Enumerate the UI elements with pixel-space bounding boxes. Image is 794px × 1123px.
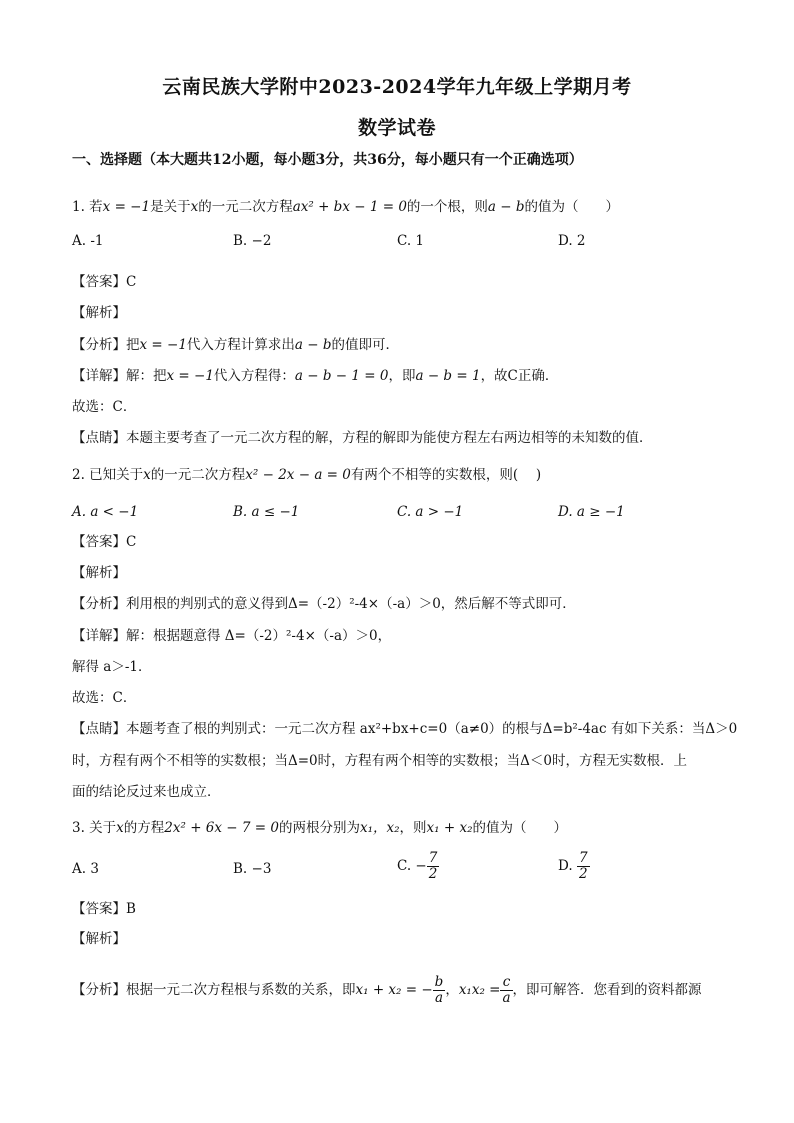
q1-xiangjie: 【详解】解：把x = −1代入方程得：a − b − 1 = 0，即a − b = 1，故C正确． bbox=[72, 368, 559, 384]
q1-answer: 【答案】C bbox=[72, 274, 137, 290]
q2-fenxi: 【分析】利用根的判别式的意义得到Δ=（-2）²-4×（-a）＞0，然后解不等式即可． bbox=[72, 596, 576, 612]
q1-fenxi: 【分析】把x = −1代入方程计算求出a − b的值即可． bbox=[72, 337, 400, 353]
q2-analysis-label: 【解析】 bbox=[72, 565, 126, 581]
q2-xiangjie: 【详解】解：根据题意得 Δ=（-2）²-4×（-a）＞0， bbox=[72, 628, 392, 644]
page-subtitle: 数学试卷 bbox=[357, 117, 436, 139]
page-title: 云南民族大学附中2023-2024学年九年级上学期月考 bbox=[162, 76, 632, 98]
q2-solve: 解得 a＞-1． bbox=[72, 659, 152, 675]
q2-option-b: B. a ≤ −1 bbox=[233, 504, 300, 520]
q3-answer: 【答案】B bbox=[72, 901, 136, 917]
question-1-stem: 1. 若x = −1是关于x的一元二次方程ax² + bx − 1 = 0的一个根，则a − b的值为（ ） bbox=[72, 199, 620, 215]
q2-answer: 【答案】C bbox=[72, 534, 137, 550]
q3-fenxi-frac-ca: $\frac{c}{a}$ bbox=[502, 974, 511, 1006]
q3-option-c: C. − $\frac{7}{2}$ bbox=[397, 850, 438, 882]
q1-analysis-label: 【解析】 bbox=[72, 305, 126, 321]
q1-option-c: C. 1 bbox=[397, 233, 425, 249]
q3-option-d-fraction: $\frac{7}{2}$ bbox=[578, 850, 588, 882]
q3-fenxi-frac-ba: $\frac{b}{a}$ bbox=[434, 974, 444, 1006]
q1-choose: 故选：C． bbox=[72, 399, 137, 415]
q2-dianjing-2: 时，方程有两个不相等的实数根；当Δ=0时，方程有两个相等的实数根；当Δ＜0时，方程无实数根．上 bbox=[72, 753, 687, 769]
q2-dianjing-1: 【点睛】本题考查了根的判别式：一元二次方程 ax²+bx+c=0（a≠0）的根与Δ=b²-4ac 有如下关系：当Δ＞0 bbox=[72, 721, 738, 737]
q2-option-d: D. a ≥ −1 bbox=[558, 504, 625, 520]
question-2-stem: 2. 已知关于x的一元二次方程x² − 2x − a = 0有两个不相等的实数根，则( ) bbox=[72, 467, 542, 483]
q3-option-c-fraction: $\frac{7}{2}$ bbox=[428, 850, 438, 882]
q3-option-b: B. −3 bbox=[233, 861, 272, 877]
q2-option-c: C. a > −1 bbox=[397, 504, 464, 520]
q3-fenxi: 【分析】根据一元二次方程根与系数的关系，即x₁ + x₂ = − $\frac{b}{a}$ ，x₁x₂ = $\frac{c}{a}$ ，即可解答．您看到的资料都源 bbox=[72, 974, 702, 1006]
q2-choose: 故选：C． bbox=[72, 690, 137, 706]
q3-option-a: A. 3 bbox=[72, 861, 99, 877]
q3-analysis-label: 【解析】 bbox=[72, 931, 126, 947]
q1-option-b: B. −2 bbox=[233, 233, 272, 249]
q2-option-a: A. a < −1 bbox=[72, 504, 139, 520]
question-3-stem: 3. 关于x的方程2x² + 6x − 7 = 0的两根分别为x₁，x₂，则x₁ + x₂的值为（ ） bbox=[72, 820, 567, 836]
q1-option-a: A. -1 bbox=[72, 233, 104, 249]
q3-option-d: D. $\frac{7}{2}$ bbox=[558, 850, 588, 882]
q1-dianjing: 【点睛】本题主要考查了一元二次方程的解，方程的解即为能使方程左右两边相等的未知数的值． bbox=[72, 430, 653, 446]
q2-dianjing-3: 面的结论反过来也成立． bbox=[72, 784, 221, 800]
q1-option-d: D. 2 bbox=[558, 233, 586, 249]
section-heading: 一、选择题（本大题共12小题，每小题3分，共36分，每小题只有一个正确选项） bbox=[72, 152, 583, 168]
